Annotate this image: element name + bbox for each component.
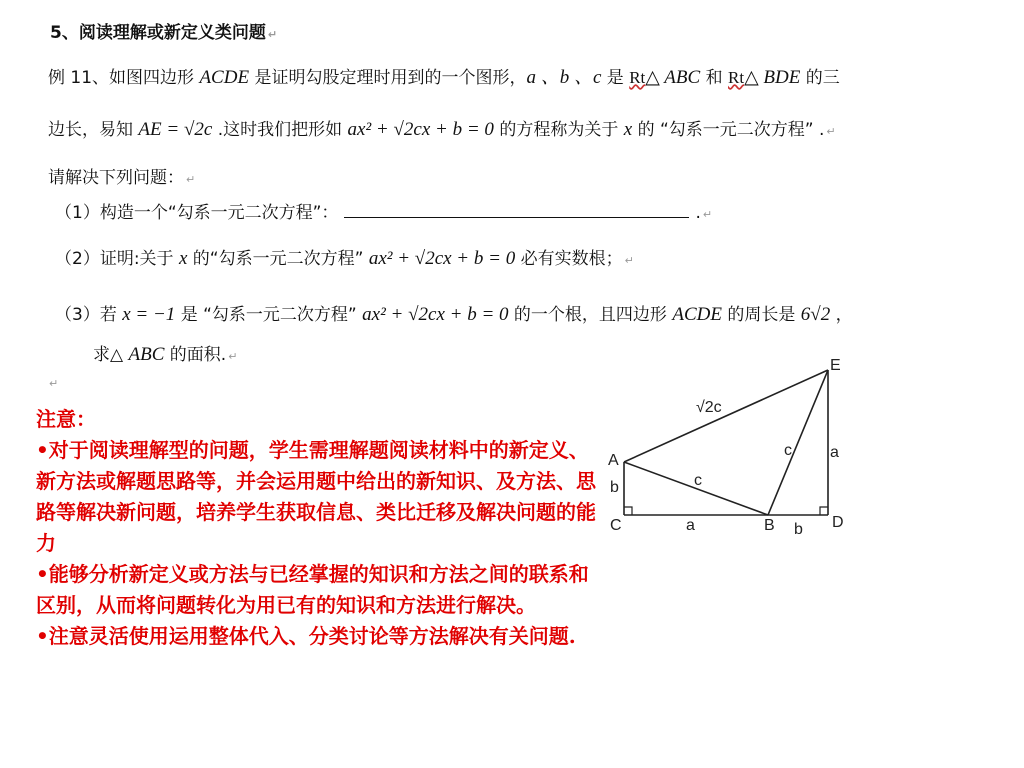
rt-label: Rt [629, 68, 646, 87]
example-text: 和 [700, 68, 728, 88]
request-text: 请解决下列问题： [48, 168, 184, 188]
question-text: 求△ [93, 345, 129, 365]
example-text: .这时我们把形如 [212, 120, 348, 140]
example-line-1 [48, 62, 840, 89]
figure-labels [608, 357, 844, 538]
example-text: 边长，易知 [48, 120, 139, 140]
return-mark: ↵ [228, 350, 238, 363]
triangle-bde: △ BDE [744, 67, 801, 88]
geometry-figure [596, 352, 866, 542]
edge-label-be: c [784, 442, 792, 459]
note-item: •能够分析新定义或方法与已经掌握的知识和方法之间的联系和区别，从而将问题转化为用已有的知识和方法进行解决。 [36, 562, 589, 617]
point-label-b: B [764, 517, 775, 534]
request-line [48, 163, 195, 188]
variables-abc: a 、b 、c [526, 67, 602, 88]
notes-title: 注意： [36, 407, 96, 431]
return-mark: ↵ [826, 125, 836, 138]
root-value: x = −1 [122, 304, 176, 325]
edge-label-ac: b [610, 479, 619, 496]
answer-blank [344, 201, 689, 218]
question-text: . [695, 203, 701, 223]
point-label-d: D [832, 514, 844, 531]
return-mark: ↵ [702, 208, 713, 221]
edge-label-ae: √2c [696, 399, 722, 416]
return-mark: ↵ [267, 28, 278, 41]
quadratic-formula: ax² + √2cx + b = 0 [362, 304, 509, 325]
quadratic-formula: ax² + √2cx + b = 0 [368, 248, 516, 269]
example-text: 是证明勾股定理时用到的一个图形， [249, 68, 527, 88]
ae-equation: AE = √2c [138, 119, 213, 140]
section-heading [50, 18, 277, 43]
variable-x: x [623, 119, 633, 140]
example-text: 例 11、如图四边形 [48, 68, 200, 88]
question-3-continued [93, 340, 237, 366]
question-text: （2）证明:关于 [55, 249, 179, 269]
return-mark: ↵ [186, 173, 196, 186]
example-text: 是 [601, 68, 630, 88]
segment-ae [624, 370, 828, 462]
point-label-a: A [608, 452, 619, 469]
rt-label: Rt [728, 68, 745, 87]
edge-label-cb: a [686, 517, 695, 534]
edge-label-de: a [830, 444, 839, 461]
example-text: 的方程称为关于 [493, 120, 624, 140]
point-label-c: C [610, 517, 622, 534]
notes-block [36, 404, 596, 652]
question-1 [55, 198, 712, 223]
return-mark: ↵ [49, 377, 59, 390]
right-angle-d [820, 507, 828, 515]
perimeter-value: 6√2 [800, 304, 831, 325]
example-text: 的三 [800, 68, 840, 88]
edge-label-ab: c [694, 472, 702, 489]
note-item: •注意灵活使用运用整体代入、分类讨论等方法解决有关问题. [36, 624, 576, 648]
question-text: 的“勾系一元二次方程” [187, 249, 369, 269]
point-label-e: E [830, 357, 841, 374]
quadrilateral-name: ACDE [199, 67, 250, 88]
question-3 [55, 300, 853, 326]
question-text: 的一个根，且四边形 [508, 305, 673, 325]
edge-label-bd: b [794, 521, 803, 538]
section-heading-text: 5、阅读理解或新定义类问题 [50, 23, 266, 43]
question-text: （1）构造一个“勾系一元二次方程”： [55, 203, 339, 223]
question-text: ， [830, 305, 853, 325]
question-text: 是 “勾系一元二次方程” [175, 305, 363, 325]
segment-be [768, 370, 828, 515]
note-item: •对于阅读理解型的问题，学生需理解题阅读材料中的新定义、新方法或解题思路等，并会运用题中给出的新知识、及方法、思路等解决新问题，培养学生获取信息、类比迁移及解决问题的能力 [36, 438, 596, 555]
right-angle-c [624, 507, 632, 515]
question-text: 必有实数根； [515, 249, 623, 269]
question-text: 的周长是 [721, 305, 801, 325]
return-mark: ↵ [624, 254, 634, 267]
figure-lines [624, 370, 828, 515]
quadratic-formula: ax² + √2cx + b = 0 [347, 119, 494, 140]
question-2 [55, 244, 634, 270]
question-text: （3）若 [55, 305, 123, 325]
variable-x: x [178, 248, 188, 269]
triangle-abc: △ ABC [645, 67, 701, 88]
example-text: 的 “勾系一元二次方程” . [632, 120, 825, 140]
triangle-abc: ABC [128, 344, 165, 365]
example-line-2 [48, 115, 836, 141]
question-text: 的面积. [164, 345, 227, 365]
quadrilateral-name: ACDE [672, 304, 722, 325]
empty-paragraph [47, 372, 58, 392]
